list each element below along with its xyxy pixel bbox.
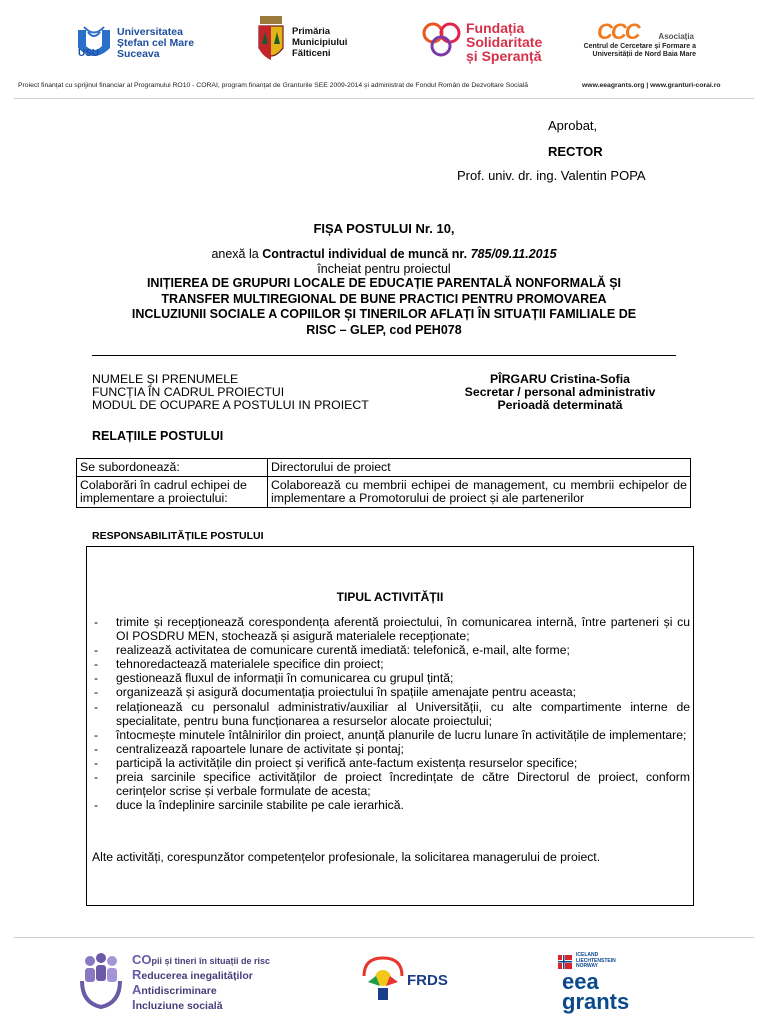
primaria-crest-icon xyxy=(256,14,286,66)
page-title: FIȘA POSTULUI Nr. 10, xyxy=(313,221,455,236)
relatii-label: Colaborări în cadrul echipei de implementare a proiectului: xyxy=(77,477,268,508)
title-divider xyxy=(92,355,676,356)
relatii-title: RELAȚIILE POSTULUI xyxy=(92,429,224,443)
header-divider xyxy=(14,98,754,99)
frds-label: FRDS xyxy=(407,972,448,989)
fundatia-name: Fundația Solidaritate și Speranță xyxy=(466,20,543,64)
project-title: INIȚIEREA DE GRUPURI LOCALE DE EDUCAȚIE PARENTALĂ NONFORMALĂ ȘI TRANSFER MULTIREGIONAL DE BUNE PRACTICI PENTRU PROMOVAREA INCLUZIUNII SOCIALE A COPIILOR ȘI TINERILOR AFLAȚI ÎN SITUAȚII FAMILIALE DE RISC – GLEP, cod PEH078 xyxy=(131,276,637,337)
list-item: - duce la îndeplinire sarcinile stabilite pe cale ierarhică. xyxy=(90,798,690,812)
list-item: - relaționează cu personalul administrativ/auxiliar al Universității, cu alte compartimente interne de specialitate, pentru buna funcționarea a resurselor alocate proiectului; xyxy=(90,700,690,728)
relatii-value: Colaborează cu membrii echipei de management, cu membrii echipelor de implementare a Promotorului de proiect și ale partenerilor xyxy=(268,477,691,508)
relatii-table xyxy=(76,458,691,508)
list-item: - gestionează fluxul de informații în comunicarea cu grupul țintă; xyxy=(90,671,690,685)
list-item: - realizează activitatea de comunicare curentă imediată: telefonică, e-mail, alte forme; xyxy=(90,643,690,657)
alte-activitati: Alte activități, corespunzător competențelor profesionale, la solicitarea managerului de proiect. xyxy=(92,850,601,864)
rector-name: Prof. univ. dr. ing. Valentin POPA xyxy=(457,168,646,183)
info-labels: NUMELE ȘI PRENUMELE FUNCȚIA ÎN CADRUL PROIECTUI MODUL DE OCUPARE A POSTULUI IN PROIECT xyxy=(92,372,369,412)
ccc-desc: Centrul de Cercetare și Formare a Universității de Nord Baia Mare xyxy=(583,43,696,58)
table-row xyxy=(77,477,691,508)
relatii-label: Se subordonează: xyxy=(77,459,268,477)
eea-grants-logo: eea grants xyxy=(562,969,630,1014)
list-item: - organizează și asigură documentația proiectului în spațiile amenajate pentru aceasta; xyxy=(90,685,690,699)
list-item: - centralizează rapoartele lunare de activitate și pontaj; xyxy=(90,742,690,756)
eea-flag-icon xyxy=(558,955,572,969)
list-item: - întocmește minutele întâlnirilor din proiect, anunță planurile de lucru lunare în activitățile de implementare; xyxy=(90,728,690,742)
task-list xyxy=(90,615,690,812)
info-values: PÎRGARU Cristina-Sofia Secretar / personal administrativ Perioadă determinată xyxy=(464,372,656,412)
usu-abbrev: USU xyxy=(78,48,100,59)
list-item: - tehnoredactează materialele specifice din proiect; xyxy=(90,657,690,671)
list-item: - trimite și recepționează corespondența aferentă proiectului, în comunicarea internă, între parteneri și cu OI POSDRU MEN, stochează și asigură materialele recepționate; xyxy=(90,615,690,643)
incheiat-line: încheiat pentru proiectul xyxy=(317,262,451,276)
tip-activitatii-title: TIPUL ACTIVITĂȚII xyxy=(336,590,444,604)
primaria-name: Primăria Municipiului Fălticeni xyxy=(292,26,348,59)
list-item: - preia sarcinile specifice activităților de proiect încredințate de către Directorul de proiect, conform cerințelor scrise și verbale formulate de acesta; xyxy=(90,770,690,798)
frds-logo-icon xyxy=(360,954,406,1010)
ccc-name: Asociația xyxy=(658,32,694,41)
ccc-logo xyxy=(597,19,639,45)
copii-logo-icon xyxy=(78,951,124,1009)
aprobat-label: Aprobat, xyxy=(548,118,598,133)
funding-text: Proiect finanțat cu sprijinul financiar al Programului RO10 - CORAI, program finanțat de Granturile SEE 2009-2014 și administrat de Fondul Român de Dezvoltare Socială xyxy=(18,82,529,89)
funding-links: www.eeagrants.org | www.granturi-corai.ro xyxy=(582,82,721,89)
usu-name: Universitatea Ștefan cel Mare Suceava xyxy=(117,26,195,60)
eea-countries: ICELAND LIECHTENSTEIN NORWAY xyxy=(576,952,616,969)
table-row xyxy=(77,459,691,477)
footer-divider xyxy=(14,937,754,938)
anexa-line: anexă la Contractul individual de muncă nr. 785/09.11.2015 xyxy=(211,247,557,261)
rector-label: RECTOR xyxy=(548,144,603,159)
ccc-logo-mark: CCC xyxy=(597,19,639,44)
responsabilitati-title: RESPONSABILITĂȚILE POSTULUI xyxy=(92,530,264,542)
copii-text: COpii și tineri în situații de risc Reducerea inegalităților Antidiscriminare Incluziune socială xyxy=(132,952,271,1012)
list-item: - participă la activitățile din proiect și verifică ante-factum existența resurselor specifice; xyxy=(90,756,690,770)
relatii-value: Directorului de proiect xyxy=(268,459,691,477)
fundatia-logo-icon xyxy=(420,20,464,60)
